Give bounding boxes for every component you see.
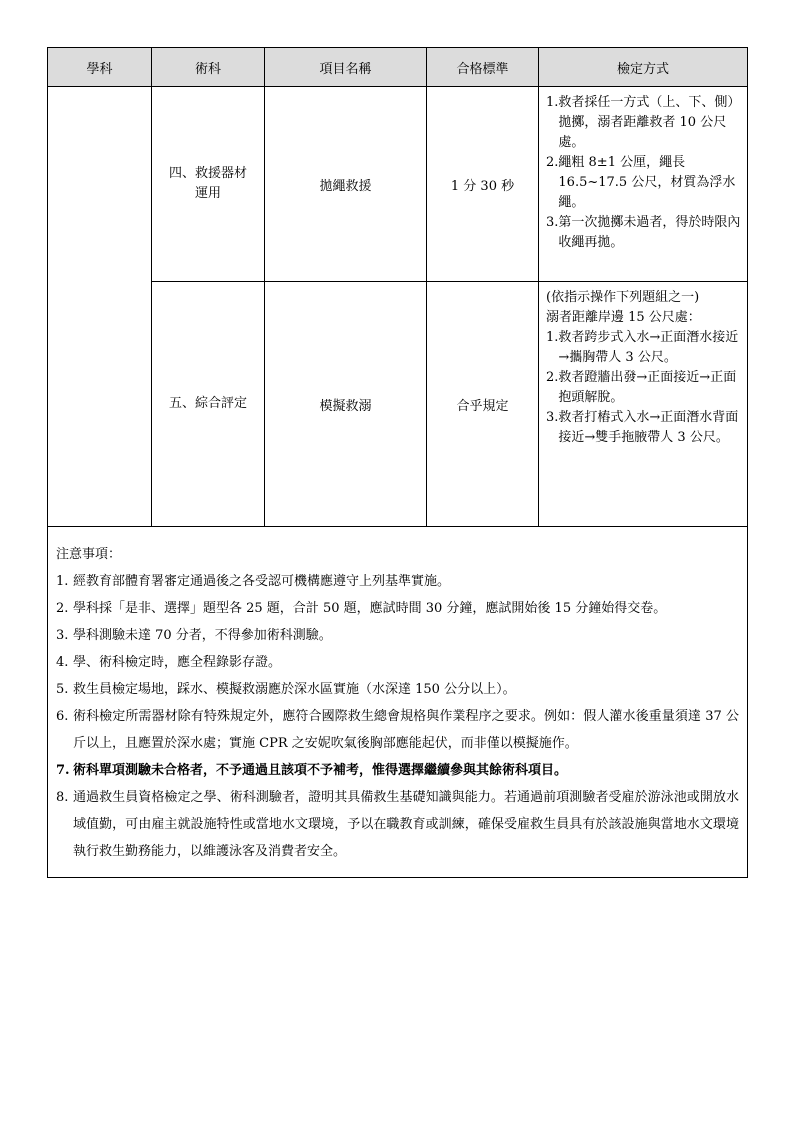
notes-title: 注意事項： [56, 547, 122, 562]
note-item: 5. 救生員檢定場地，踩水、模擬救溺應於深水區實施（水深達 150 公分以上）。 [56, 682, 516, 697]
header-practical: 術科 [152, 48, 265, 87]
table-row [48, 282, 748, 527]
note-item: 8. 通過救生員資格檢定之學、術科測驗者，證明其具備救生基礎知識與能力。若通過前項測驗者受雇於游泳池或開放水域值勤，可由雇主就設施特性或當地水文環境，予以在職教育或訓練，確保受雇救生員具有於該設施與當地水文環境執行救生勤務能力，以維護泳客及消費者安全。 [56, 790, 739, 859]
pass-standard: 合乎規定 [427, 282, 539, 527]
test-method [539, 282, 748, 527]
notes-row [48, 527, 748, 878]
method-step: 2. 救者蹬牆出發→正面接近→正面抱頭解脫。 [546, 370, 737, 405]
pass-standard: 1 分 30 秒 [427, 87, 539, 282]
method-step: 1. 救者跨步式入水→正面潛水接近→攜胸帶人 3 公尺。 [546, 330, 739, 365]
academic-cell-empty [48, 87, 152, 527]
test-standards-table [47, 47, 748, 878]
item-name: 拋繩救援 [265, 87, 427, 282]
notes-section [48, 527, 748, 878]
document-page [47, 47, 747, 878]
test-method [539, 87, 748, 282]
note-item-emphasis: 7. 術科單項測驗未合格者，不予通過且該項不予補考，惟得選擇繼續參與其餘術科項目。 [56, 763, 568, 778]
header-academic: 學科 [48, 48, 152, 87]
method-intro: (依指示操作下列題組之一) [546, 290, 700, 305]
note-item: 1. 經教育部體育署審定通過後之各受認可機構應遵守上列基準實施。 [56, 574, 451, 589]
method-step: 1. 救者採任一方式（上、下、側）拋擲，溺者距離救者 10 公尺處。 [546, 95, 741, 150]
note-item: 2. 學科採「是非、選擇」題型各 25 題，合計 50 題，應試時間 30 分鐘，應試開始後 15 分鐘始得交卷。 [56, 601, 667, 616]
note-item: 6. 術科檢定所需器材除有特殊規定外，應符合國際救生總會規格與作業程序之要求。例如：假人灌水後重量須達 37 公斤以上，且應置於深水處；實施 CPR 之安妮吹氣後胸部應能起伏，而非僅以模擬施作。 [56, 709, 739, 751]
note-item: 4. 學、術科檢定時，應全程錄影存證。 [56, 655, 282, 670]
practical-category: 四、救援器材運用 [152, 87, 265, 282]
method-step: 3. 救者打樁式入水→正面潛水背面接近→雙手拖腋帶人 3 公尺。 [546, 410, 739, 445]
practical-category: 五、綜合評定 [152, 282, 265, 527]
header-item-name: 項目名稱 [265, 48, 427, 87]
header-standard: 合格標準 [427, 48, 539, 87]
method-step: 2. 繩粗 8±1 公厘，繩長 16.5~17.5 公尺，材質為浮水繩。 [546, 155, 736, 210]
table-row [48, 87, 748, 282]
item-name: 模擬救溺 [265, 282, 427, 527]
method-intro: 溺者距離岸邊 15 公尺處： [546, 310, 701, 325]
note-item: 3. 學科測驗未達 70 分者，不得參加術科測驗。 [56, 628, 332, 643]
header-method: 檢定方式 [539, 48, 748, 87]
table-header-row [48, 48, 748, 87]
method-step: 3. 第一次拋擲未過者，得於時限內收繩再拋。 [546, 215, 741, 250]
